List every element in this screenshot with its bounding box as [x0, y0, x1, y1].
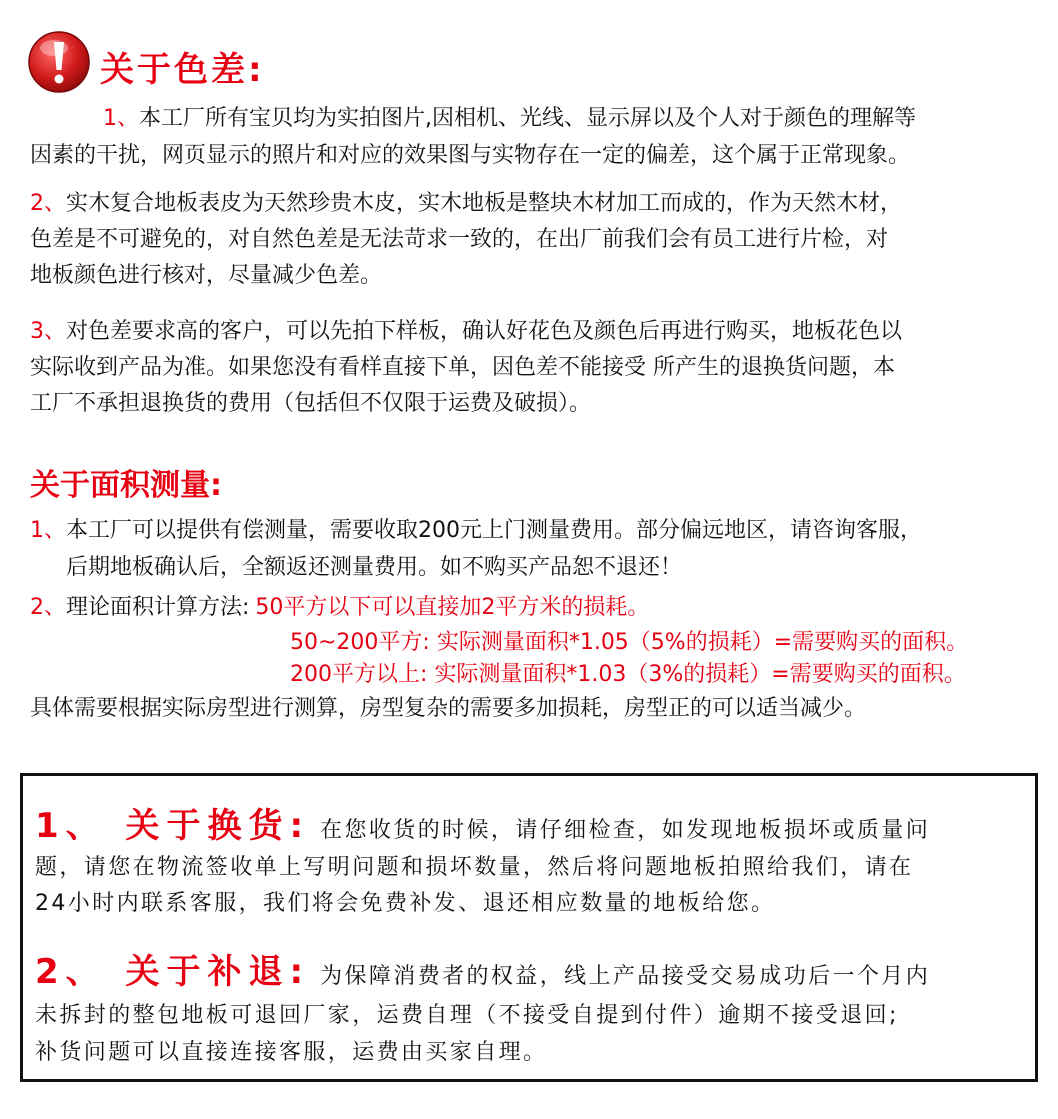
- list-number: 2、: [30, 191, 66, 216]
- exchange-text-line-2: 题，请您在物流签收单上写明问题和损坏数量，然后将问题地板拍照给我们，请在: [35, 855, 914, 880]
- list-number: 3、: [30, 319, 66, 344]
- refund-text-line-1: 为保障消费者的权益，线上产品接受交易成功后一个月内: [320, 964, 931, 989]
- exchange-heading-row: [35, 798, 930, 847]
- paragraph-text: 本工厂可以提供有偿测量，需要收取200元上门测量费用。部分偏远地区，请咨询客服，: [66, 518, 922, 543]
- paragraph-1-line-2: 因素的干扰，网页显示的照片和对应的效果图与实物存在一定的偏差，这个属于正常现象。: [30, 143, 911, 168]
- paragraph-1-line-1: [103, 100, 916, 137]
- measure-item-2-line-1: [30, 589, 649, 626]
- paragraph-3-line-1: [30, 313, 902, 350]
- refund-text-line-3: 补货问题可以直接连接客服，运费由买家自理。: [35, 1040, 548, 1065]
- measure-item-1-line-1: [30, 512, 922, 549]
- section-heading-color-difference: 关于色差:: [100, 50, 265, 90]
- policy-box: [20, 773, 1038, 1082]
- formula-rule-3: 200平方以上: 实际测量面积*1.03（3%的损耗）=需要购买的面积。: [290, 662, 966, 687]
- list-number: 1、: [30, 518, 66, 543]
- exclamation-circle-icon: [27, 30, 91, 94]
- formula-rule-2: 50~200平方: 实际测量面积*1.05（5%的损耗）=需要购买的面积。: [290, 630, 969, 655]
- paragraph-2-line-2: 色差是不可避免的，对自然色差是无法苛求一致的，在出厂前我们会有员工进行片检，对: [30, 227, 889, 252]
- refund-text-line-2: 未拆封的整包地板可退回厂家，运费自理（不接受自提到付件）逾期不接受退回;: [35, 1003, 899, 1028]
- paragraph-3-line-3: 工厂不承担退换货的费用（包括但不仅限于运费及破损）。: [30, 391, 592, 416]
- measure-item-1-line-2: 后期地板确认后，全额返还测量费用。如不购买产品恕不退还！: [66, 555, 683, 580]
- exchange-heading: 1、 关于换货:: [35, 806, 311, 846]
- measurement-note: 具体需要根据实际房型进行测算，房型复杂的需要多加损耗，房型正的可以适当减少。: [30, 696, 867, 721]
- section-heading-area-measurement: 关于面积测量:: [30, 468, 222, 503]
- refund-heading-row: [35, 944, 930, 993]
- list-number: 1、: [103, 106, 139, 131]
- paragraph-2-line-3: 地板颜色进行核对，尽量减少色差。: [30, 263, 383, 288]
- paragraph-text: 本工厂所有宝贝均为实拍图片,因相机、光线、显示屏以及个人对于颜色的理解等: [139, 106, 916, 131]
- exchange-text-line-1: 在您收货的时候，请仔细检查，如发现地板损坏或质量问: [320, 818, 931, 843]
- list-number: 2、: [30, 595, 66, 620]
- paragraph-text: 实木复合地板表皮为天然珍贵木皮，实木地板是整块木材加工而成的，作为天然木材，: [66, 191, 903, 216]
- paragraph-text: 对色差要求高的客户，可以先拍下样板，确认好花色及颜色后再进行购买，地板花色以: [66, 319, 903, 344]
- refund-heading: 2、 关于补退:: [35, 952, 311, 992]
- paragraph-3-line-2: 实际收到产品为准。如果您没有看样直接下单，因色差不能接受 所产生的退换货问题，本: [30, 355, 895, 380]
- formula-label: 理论面积计算方法:: [66, 595, 250, 620]
- paragraph-2-line-1: [30, 185, 902, 222]
- formula-rule-1: 50平方以下可以直接加2平方米的损耗。: [255, 595, 650, 620]
- exchange-text-line-3: 24小时内联系客服，我们将会免费补发、退还相应数量的地板给您。: [35, 891, 776, 916]
